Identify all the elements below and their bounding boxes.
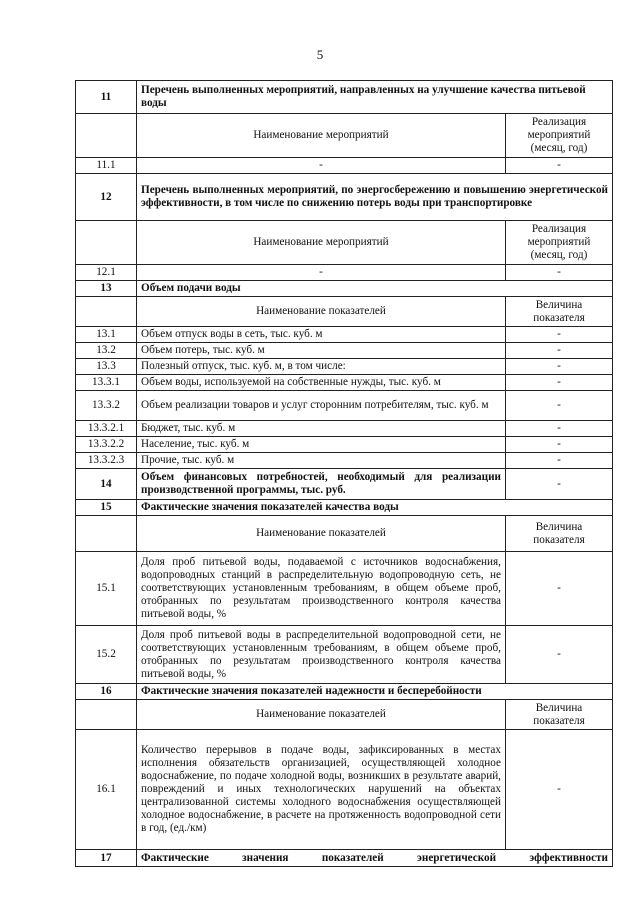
section-title: Перечень выполненных мероприятий, направленных на улучшение качества питьевой воды bbox=[137, 81, 613, 114]
report-table bbox=[75, 80, 613, 867]
row-name: Полезный отпуск, тыс. куб. м, в том числе: bbox=[137, 359, 506, 375]
row-value: - bbox=[505, 437, 612, 453]
row-number: 13.1 bbox=[76, 327, 137, 343]
column-header-indicators: Наименование показателей bbox=[137, 516, 506, 552]
table-row bbox=[76, 453, 613, 469]
column-header-value: Величина показателя bbox=[505, 700, 612, 730]
row-value: - bbox=[505, 469, 612, 500]
row-number: 13.3.2.3 bbox=[76, 453, 137, 469]
page-number: 5 bbox=[316, 47, 324, 62]
row-number: 15.2 bbox=[76, 626, 137, 684]
row-value: - bbox=[505, 730, 612, 850]
row-name: - bbox=[137, 265, 506, 281]
section-16-row bbox=[76, 684, 613, 700]
row-name: Доля проб питьевой воды в распределительной водопроводной сети, не соответствующих установленным требованиям, в общем объеме проб, отобранных по результатам производственного контроля качества питьевой воды, % bbox=[137, 626, 506, 684]
row-value: - bbox=[505, 391, 612, 421]
table-row bbox=[76, 421, 613, 437]
row-name: Доля проб питьевой воды, подаваемой с источников водоснабжения, водопроводных станций в распределительную водопроводную сеть, не соответствующих установленным требованиям, в общем объеме проб, отобранных по результатам производственного контроля качества питьевой воды, % bbox=[137, 552, 506, 626]
section-13-row bbox=[76, 281, 613, 297]
row-number: 13.3.2 bbox=[76, 391, 137, 421]
section-title: Фактические значения показателей энергетической эффективности bbox=[137, 850, 613, 867]
table-row bbox=[76, 552, 613, 626]
table-row bbox=[76, 265, 613, 281]
header-row bbox=[76, 114, 613, 158]
table-row bbox=[76, 391, 613, 421]
column-header-indicators: Наименование показателей bbox=[137, 700, 506, 730]
section-15-row bbox=[76, 500, 613, 516]
row-name: Население, тыс. куб. м bbox=[137, 437, 506, 453]
table-row bbox=[76, 730, 613, 850]
header-row bbox=[76, 297, 613, 327]
row-name: Объем отпуск воды в сеть, тыс. куб. м bbox=[137, 327, 506, 343]
section-12-row bbox=[76, 174, 613, 221]
section-11-row bbox=[76, 81, 613, 114]
column-header-value: Величина показателя bbox=[505, 516, 612, 552]
column-header-implementation: Реализация мероприятий (месяц, год) bbox=[505, 221, 612, 265]
row-name: Объем потерь, тыс. куб. м bbox=[137, 343, 506, 359]
row-name: - bbox=[137, 158, 506, 174]
section-number: 16 bbox=[76, 684, 137, 700]
section-title: Перечень выполненных мероприятий, по энергосбережению и повышению энергетической эффективности, в том числе по снижению потерь воды при транспортировке bbox=[137, 174, 613, 221]
table-row bbox=[76, 327, 613, 343]
table-row bbox=[76, 359, 613, 375]
row-number: 15.1 bbox=[76, 552, 137, 626]
header-row bbox=[76, 221, 613, 265]
section-number: 11 bbox=[76, 81, 137, 114]
row-name: Количество перерывов в подаче воды, зафиксированных в местах исполнения обязательств организацией, осуществляющей холодное водоснабжение, по подаче холодной воды, возникших в результате аварий, повреждений и иных технологических нарушений на объектах централизованной системы холодного водоснабжения осуществляющей холодное водоснабжение, в расчете на протяженность водопроводной сети в год, (ед./км) bbox=[137, 730, 506, 850]
section-number: 12 bbox=[76, 174, 137, 221]
row-number: 12.1 bbox=[76, 265, 137, 281]
row-value: - bbox=[505, 626, 612, 684]
row-name: Объем реализации товаров и услуг сторонним потребителям, тыс. куб. м bbox=[137, 391, 506, 421]
column-header-value: Величина показателя bbox=[505, 297, 612, 327]
row-value: - bbox=[505, 453, 612, 469]
row-name: Объем воды, используемой на собственные нужды, тыс. куб. м bbox=[137, 375, 506, 391]
row-number: 13.3.2.2 bbox=[76, 437, 137, 453]
column-header-indicators: Наименование показателей bbox=[137, 297, 506, 327]
row-number: 16.1 bbox=[76, 730, 137, 850]
row-name: Прочие, тыс. куб. м bbox=[137, 453, 506, 469]
row-number: 13.3.1 bbox=[76, 375, 137, 391]
row-value: - bbox=[505, 375, 612, 391]
row-value: - bbox=[505, 265, 612, 281]
row-value: - bbox=[505, 421, 612, 437]
row-name: Бюджет, тыс. куб. м bbox=[137, 421, 506, 437]
section-title: Фактические значения показателей качества воды bbox=[137, 500, 613, 516]
table-row bbox=[76, 343, 613, 359]
row-value: - bbox=[505, 158, 612, 174]
table-row bbox=[76, 437, 613, 453]
table-row bbox=[76, 375, 613, 391]
section-title: Фактические значения показателей надежности и бесперебойности bbox=[137, 684, 613, 700]
section-14-row bbox=[76, 469, 613, 500]
row-number: 13.3 bbox=[76, 359, 137, 375]
column-header-measures: Наименование мероприятий bbox=[137, 114, 506, 158]
row-value: - bbox=[505, 343, 612, 359]
table-row bbox=[76, 626, 613, 684]
section-17-row bbox=[76, 850, 613, 867]
section-number: 17 bbox=[76, 850, 137, 867]
row-value: - bbox=[505, 359, 612, 375]
row-number: 13.3.2.1 bbox=[76, 421, 137, 437]
section-number: 15 bbox=[76, 500, 137, 516]
column-header-implementation: Реализация мероприятий (месяц, год) bbox=[505, 114, 612, 158]
row-number: 11.1 bbox=[76, 158, 137, 174]
row-number: 13.2 bbox=[76, 343, 137, 359]
column-header-measures: Наименование мероприятий bbox=[137, 221, 506, 265]
header-row bbox=[76, 700, 613, 730]
section-number: 14 bbox=[76, 469, 137, 500]
table-row bbox=[76, 158, 613, 174]
row-value: - bbox=[505, 552, 612, 626]
section-title: Объем финансовых потребностей, необходимый для реализации производственной программы, тыс. руб. bbox=[137, 469, 506, 500]
section-number: 13 bbox=[76, 281, 137, 297]
header-row bbox=[76, 516, 613, 552]
row-value: - bbox=[505, 327, 612, 343]
section-title: Объем подачи воды bbox=[137, 281, 613, 297]
